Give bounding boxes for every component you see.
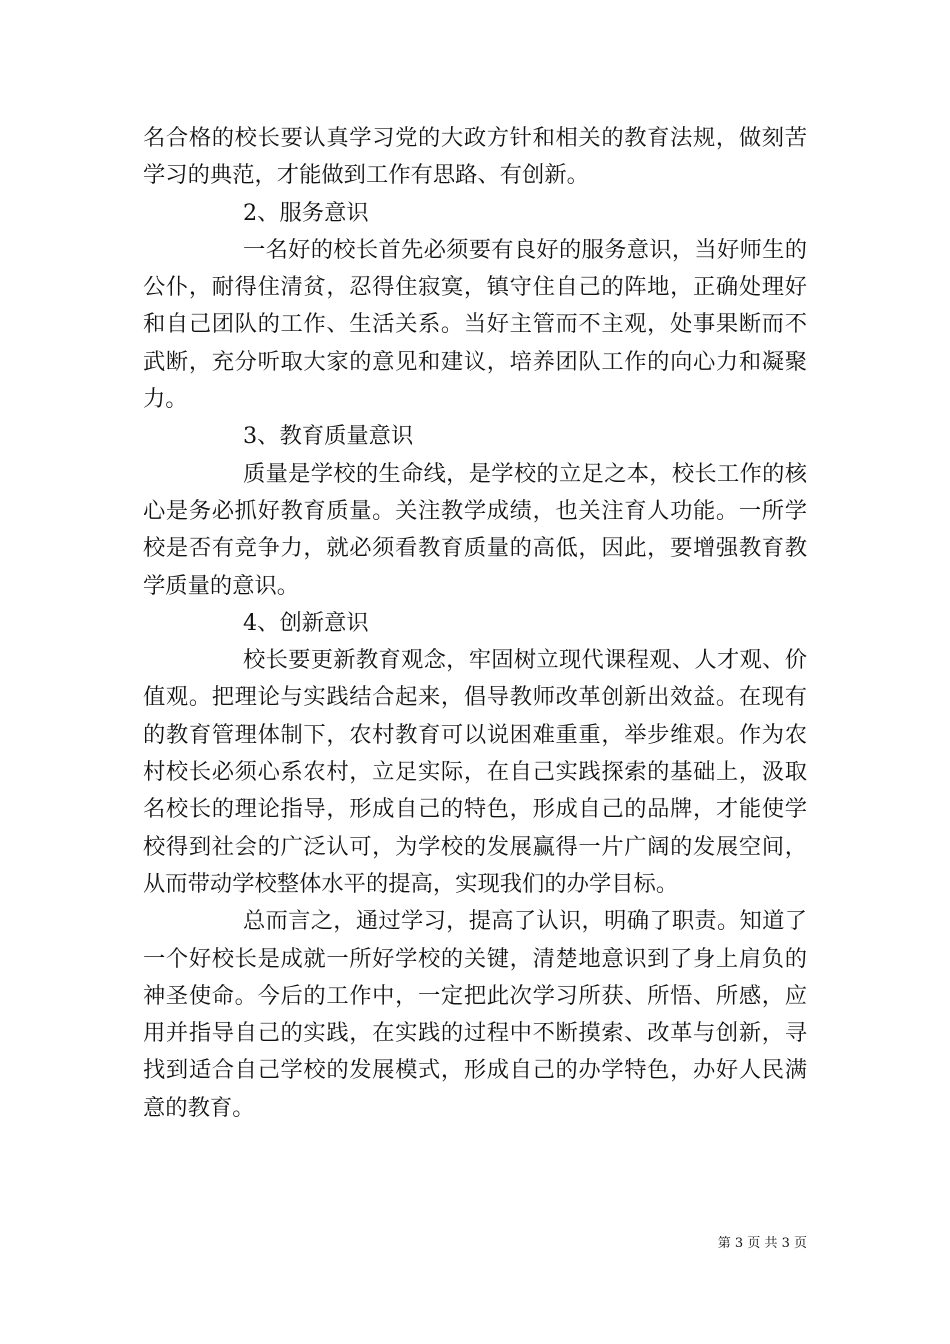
body-paragraph-conclusion: 总而言之，通过学习，提高了认识，明确了职责。知道了一个好校长是成就一所好学校的关键，清楚地意识到了身上肩负的神圣使命。今后的工作中，一定把此次学习所获、所悟、所感，应用并指导自己的实践，在实践的过程中不断摸索、改革与创新，寻找到适合自己学校的发展模式，形成自己的办学特色，办好人民满意的教育。 bbox=[143, 908, 807, 1121]
body-paragraph-continuation: 名合格的校长要认真学习党的大政方针和相关的教育法规，做刻苦学习的典范，才能做到工作有思路、有创新。 bbox=[143, 125, 807, 189]
section-heading-quality: 3、教育质量意识 bbox=[243, 423, 414, 450]
document-body bbox=[143, 120, 807, 1127]
body-paragraph-quality: 质量是学校的生命线，是学校的立足之本，校长工作的核心是务必抓好教育质量。关注教学成绩，也关注育人功能。一所学校是否有竞争力，就必须看教育质量的高低，因此，要增强教育教学质量的意识。 bbox=[143, 460, 807, 599]
body-paragraph-innovation: 校长要更新教育观念，牢固树立现代课程观、人才观、价值观。把理论与实践结合起来，倡导教师改革创新出效益。在现有的教育管理体制下，农村教育可以说困难重重，举步维艰。作为农村校长必须心系农村，立足实际，在自己实践探索的基础上，汲取名校长的理论指导，形成自己的特色，形成自己的品牌，才能使学校得到社会的广泛认可，为学校的发展赢得一片广阔的发展空间，从而带动学校整体水平的提高，实现我们的办学目标。 bbox=[143, 647, 807, 897]
section-heading-service: 2、服务意识 bbox=[243, 199, 369, 226]
body-paragraph-service: 一名好的校长首先必须要有良好的服务意识，当好师生的公仆，耐得住清贫，忍得住寂寞，镇守住自己的阵地，正确处理好和自己团队的工作、生活关系。当好主管而不主观，处事果断而不武断，充分听取大家的意见和建议，培养团队工作的向心力和凝聚力。 bbox=[143, 236, 807, 413]
page-number-footer: 第 3 页 共 3 页 bbox=[717, 1236, 807, 1251]
section-heading-innovation: 4、创新意识 bbox=[243, 609, 369, 636]
